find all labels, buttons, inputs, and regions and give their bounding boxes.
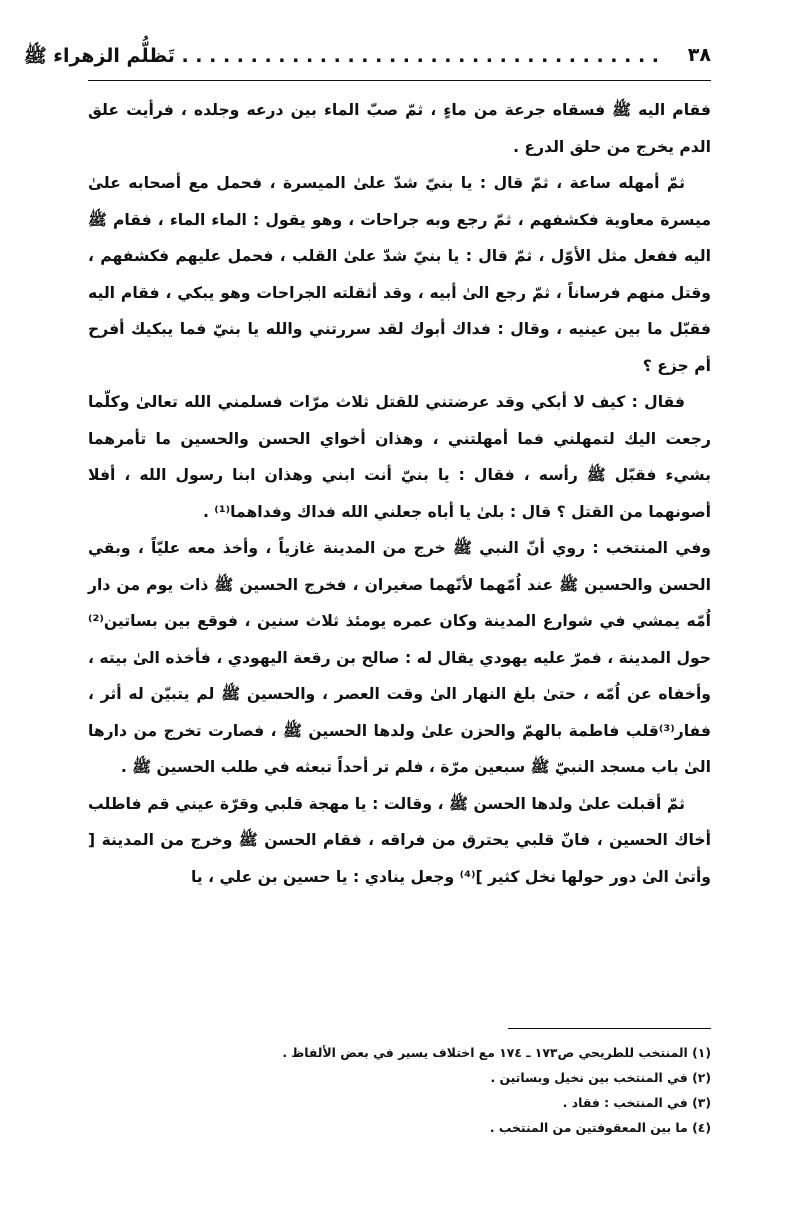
footnote: (٢) في المنتخب بين نخيل وبساتين . (490, 1070, 711, 1085)
footnote: (١) المنتخب للطريحي ص١٧٣ ـ ١٧٤ مع اختلاف يسير في بعض الألفاظ . (282, 1045, 711, 1060)
paragraph: فقام اليه ﷺ فسقاه جرعة من ماءٍ ، ثمّ صبّ الماء بين درعه وجلده ، فرأيت علق الدم يخرج من حلق الدرع . (88, 101, 711, 156)
main-text (88, 92, 711, 895)
footnote: (٤) ما بين المعقوفتين من المنتخب . (489, 1120, 711, 1135)
page-header (23, 40, 711, 80)
running-title: . . . . . . . . . . . . . . . . . . . . . . . . . . . . . . . . . . . تَظلُّم الزهراء ﷺ (23, 45, 659, 67)
page-number: ٣٨ (687, 44, 711, 66)
paragraph: ثمّ أقبلت علىٰ ولدها الحسن ﷺ ، وقالت : يا مهجة قلبي وقرّة عيني قم فاطلب أخاك الحسين ، فانّ قلبي يحترق من فراقه ، فقام الحسن ﷺ وخرج من المدينة [ وأتىٰ الىٰ دور حولها نخل كثير ]⁽⁴⁾ وجعل ينادي : يا حسين بن علي ، يا (88, 794, 711, 886)
footnotes (88, 1040, 711, 1140)
header-divider (88, 80, 711, 81)
paragraph: وفي المنتخب : روي أنّ النبي ﷺ خرج من المدينة غازياً ، وأخذ معه عليّاً ، وبقي الحسن والحسين ﷺ عند اُمّهما لأنّهما صغيران ، فخرج الحسين ﷺ ذات يوم من دار اُمّه يمشي في شوارع المدينة وكان عمره يومئذ ثلاث سنين ، فوقع بين بساتين⁽²⁾ حول المدينة ، فمرّ عليه يهودي يقال له : صالح بن رقعة اليهودي ، فأخذه الىٰ بيته ، وأخفاه عن اُمّه ، حتىٰ بلغ النهار الىٰ وقت العصر ، والحسين ﷺ لم يتبيّن له أثر ، ففار⁽³⁾قلب فاطمة بالهمّ والحزن علىٰ ولدها الحسين ﷺ ، فصارت تخرج من دارها الىٰ باب مسجد النبيّ ﷺ سبعين مرّة ، فلم تر أحداً تبعثه في طلب الحسين ﷺ . (88, 539, 711, 776)
paragraph: ثمّ أمهله ساعة ، ثمّ قال : يا بنيّ شدّ علىٰ الميسرة ، فحمل مع أصحابه علىٰ ميسرة معاوية فكشفهم ، ثمّ رجع وبه جراحات ، وهو يقول : الماء الماء ، فقام ﷺ اليه ففعل مثل الأوّل ، ثمّ قال : يا بنيّ شدّ علىٰ القلب ، فحمل عليهم فكشفهم ، وقتل منهم فرساناً ، ثمّ رجع الىٰ أبيه ، وقد أثقلته الجراحات وهو يبكي ، فقام اليه فقبّل ما بين عينيه ، وقال : فداك أبوك لقد سررتني والله يا بنيّ فما يبكيك أفرح أم جزع ؟ (88, 174, 711, 375)
paragraph: فقال : كيف لا أبكي وقد عرضتني للقتل ثلاث مرّات فسلمني الله تعالىٰ وكلّما رجعت اليك لتمهلني فما أمهلتني ، وهذان أخواي الحسن والحسين ما تأمرهما بشيء فقبّل ﷺ رأسه ، فقال : يا بنيّ أنت ابني وهذان ابنا رسول الله ، أفلا أصونهما من القتل ؟ قال : بلىٰ يا أباه جعلني الله فداك وفداهما⁽¹⁾ . (88, 393, 711, 521)
footnote: (٣) في المنتخب : فقاد . (562, 1095, 711, 1110)
footnote-divider (508, 1028, 711, 1029)
